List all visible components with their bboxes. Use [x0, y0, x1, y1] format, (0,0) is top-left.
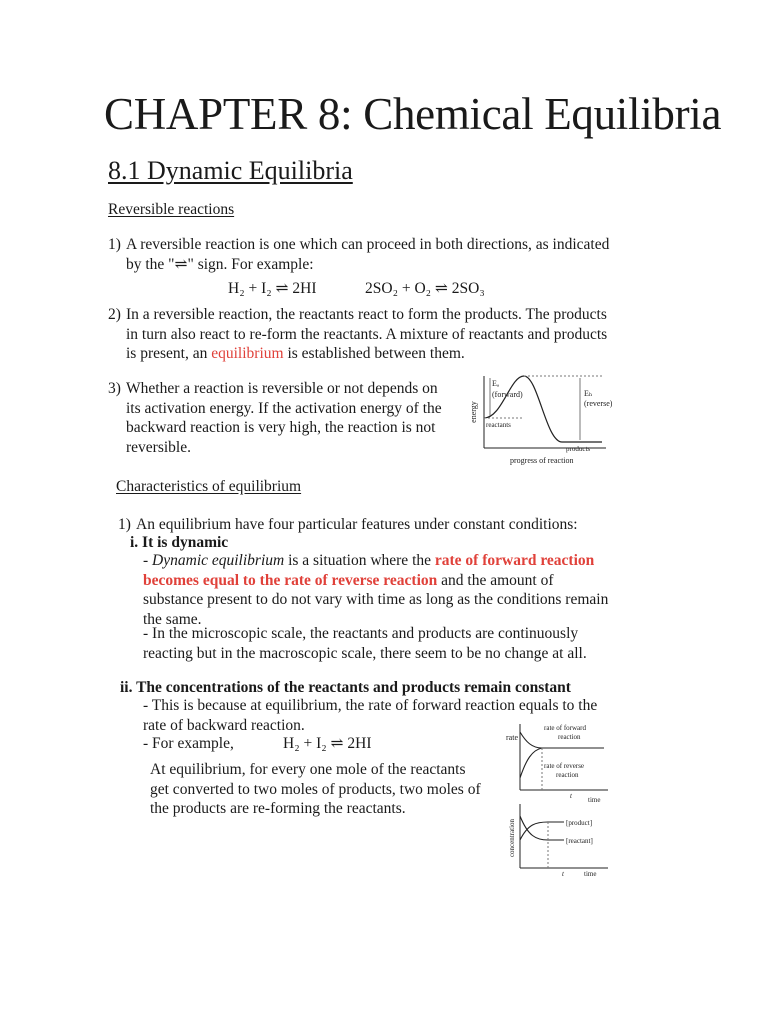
feature-i-label: i. It is dynamic [130, 534, 229, 551]
products-label: products [566, 445, 591, 453]
progress-axis-label: progress of reaction [510, 456, 574, 465]
reactants-label: reactants [486, 421, 511, 429]
forward-rate-label-1: rate of forward [544, 724, 586, 732]
t-label-rate: t [570, 792, 572, 800]
feature-i-bullet-2: - In the microscopic scale, the reactants and products are continuously reacting but in the macroscopic scale, there seem to be no change at all. [143, 625, 587, 662]
point-2-number: 2) [108, 306, 121, 323]
rate-axis-label: rate [506, 733, 518, 742]
time-axis-label-conc: time [584, 870, 597, 878]
energy-curve [484, 376, 602, 442]
reactant-curve [520, 816, 564, 840]
reverse-rate-curve [520, 748, 542, 778]
feature-intro-text: An equilibrium have four particular features under constant conditions: [136, 516, 578, 533]
rate-equal-highlight: rate of forward reaction becomes equal to the rate of reverse reaction [143, 552, 595, 589]
time-axis-label-rate: time [588, 796, 601, 804]
energy-axis-label: energy [469, 401, 478, 423]
equation-hi-example: H₂ + I₂ ⇌ 2HI [283, 735, 372, 752]
reactant-label: [reactant] [566, 837, 593, 845]
reverse-rate-label-1: rate of reverse [544, 762, 585, 770]
t-label-conc: t [562, 870, 564, 878]
equation-so3: 2SO₂ + O₂ ⇌ 2SO₃ [365, 280, 485, 297]
eb-reverse-label: Eₕ [584, 389, 593, 398]
chapter-title: CHAPTER 8: Chemical Equilibria [104, 89, 722, 139]
feature-ii-bullet-2: - For example, [143, 735, 234, 752]
feature-ii-label: ii. The concentrations of the reactants and products remain constant [120, 679, 571, 696]
forward-label: (forward) [492, 390, 523, 399]
equilibrium-highlight: equilibrium [211, 345, 284, 362]
point-1-text: A reversible reaction is one which can proceed in both directions, as indicated by the "⇌" sign. For example: [126, 236, 610, 273]
energy-profile-diagram [462, 372, 612, 468]
rate-time-graph [500, 718, 612, 806]
product-label: [product] [566, 819, 593, 827]
ea-forward-label: Eₐ [492, 379, 500, 388]
section-title: 8.1 Dynamic Equilibria [108, 156, 353, 185]
point-2-text: In a reversible reaction, the reactants react to form the products. The products in turn also react to re-form the reactants. A mixture of reactants and products is present, an equilibrium is established between them. [126, 306, 608, 362]
point-3-text: Whether a reaction is reversible or not depends on its activation energy. If the activation energy of the backward reaction is very high, the reaction is not reversible. [126, 380, 442, 456]
feature-ii-explanation: At equilibrium, for every one mole of the reactants get converted to two moles of products, two moles of the products are re-forming the reactants. [150, 761, 481, 817]
feature-i-bullet-1: - Dynamic equilibrium is a situation where the rate of forward reaction becomes equal to the rate of reverse reaction and the amount of substance present to do not vary with time as long as the conditions remain the same. [143, 552, 609, 628]
reversible-heading: Reversible reactions [108, 201, 235, 218]
reverse-label: (reverse) [584, 399, 612, 408]
reverse-rate-label-2: reaction [556, 771, 579, 779]
feature-ii-bullet-1: - This is because at equilibrium, the rate of forward reaction equals to the rate of backward reaction. [143, 697, 598, 734]
point-1-number: 1) [108, 236, 121, 253]
forward-rate-label-2: reaction [558, 733, 581, 741]
characteristics-heading: Characteristics of equilibrium [116, 478, 302, 495]
product-curve [520, 822, 564, 840]
concentration-axis-label: concentration [508, 818, 516, 858]
concentration-time-graph [504, 800, 612, 880]
equation-hi: H₂ + I₂ ⇌ 2HI [228, 280, 317, 297]
point-3-number: 3) [108, 380, 121, 397]
feature-intro-number: 1) [118, 516, 131, 533]
